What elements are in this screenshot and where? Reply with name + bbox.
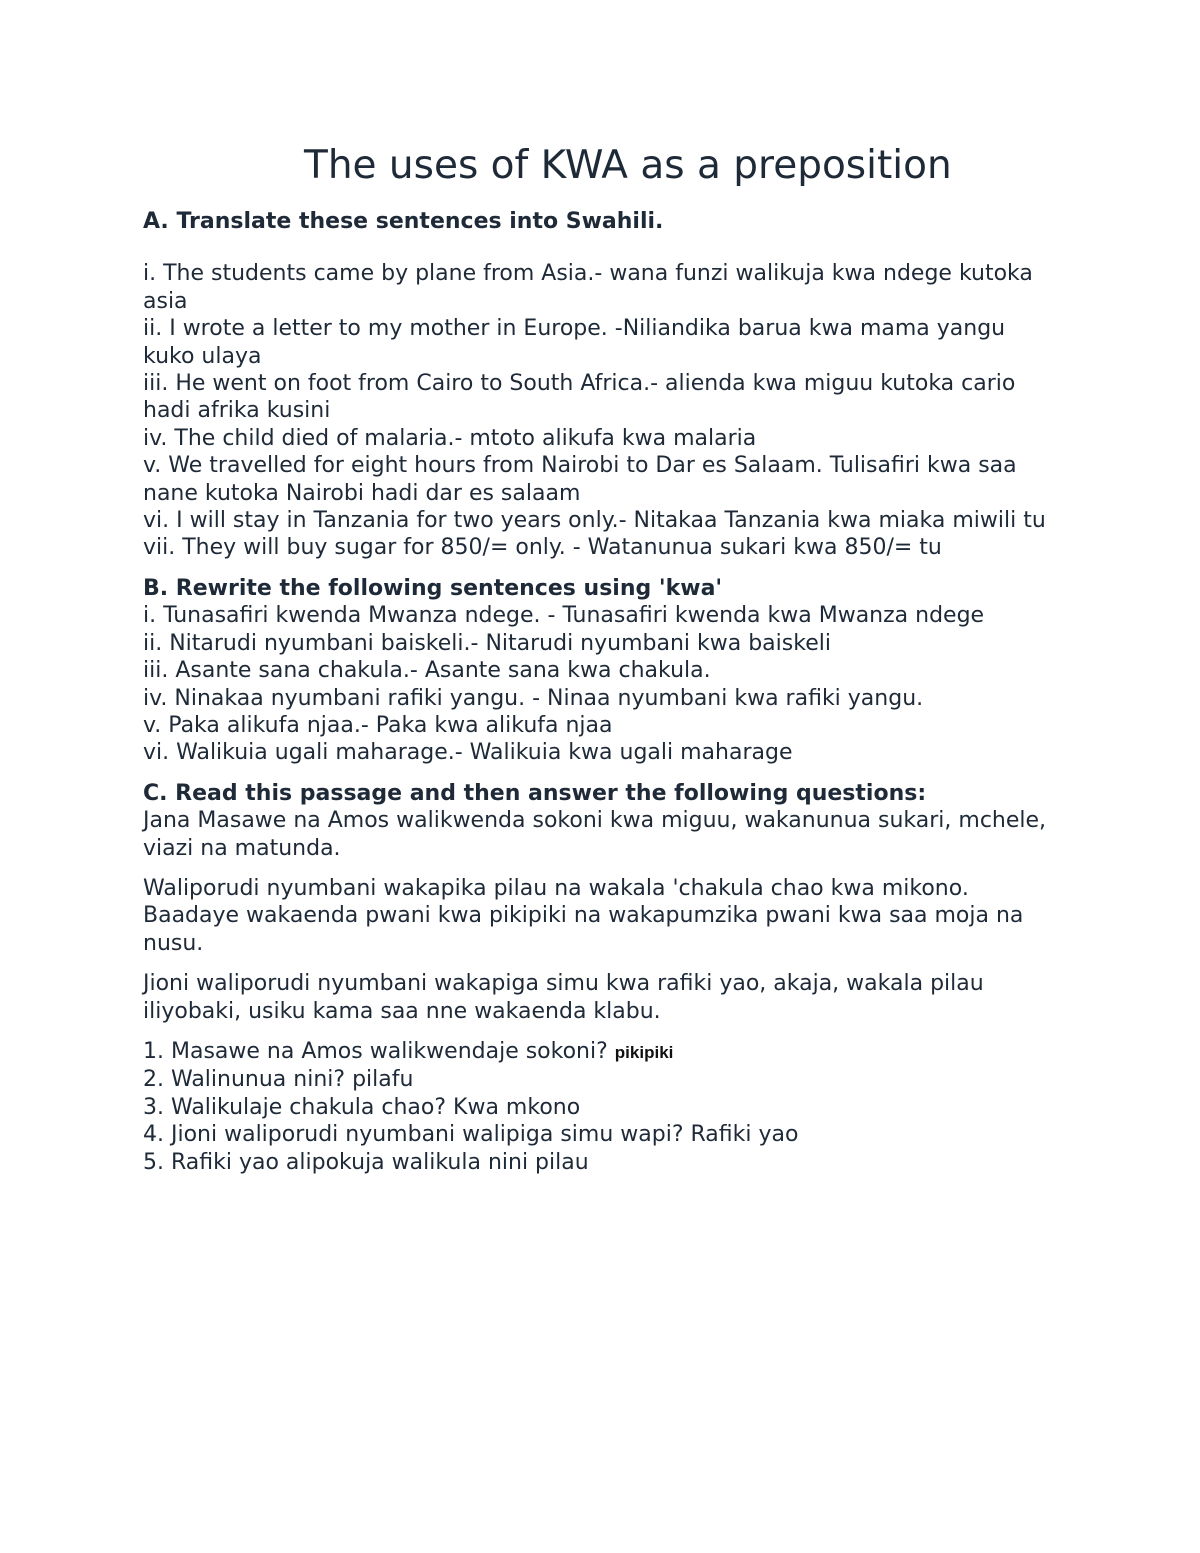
document-title: The uses of KWA as a preposition xyxy=(304,143,952,188)
section-b-heading: B. Rewrite the following sentences using 'kwa' xyxy=(143,575,723,601)
section-b-item: v. Paka alikufa njaa.- Paka kwa alikufa njaa xyxy=(143,712,613,738)
question-list xyxy=(143,1038,1063,1176)
section-b-item: ii. Nitarudi nyumbani baiskeli.- Nitarudi nyumbani kwa baiskeli xyxy=(143,630,831,656)
question-text: 1. Masawe na Amos walikwendaje sokoni? xyxy=(143,1038,615,1064)
passage-paragraph: Waliporudi nyumbani wakapika pilau na wakala 'chakula chao kwa mikono. Baadaye wakaenda pwani kwa pikipiki na wakapumzika pwani kwa saa moja na nusu. xyxy=(143,875,1024,956)
section-b-item: iii. Asante sana chakula.- Asante sana kwa chakula. xyxy=(143,658,711,684)
section-a-item: i. The students came by plane from Asia.- wana funzi walikuja kwa ndege kutoka asia xyxy=(143,261,1033,314)
passage-paragraph: Jana Masawe na Amos walikwenda sokoni kwa miguu, wakanunua sukari, mchele, viazi na matunda. xyxy=(143,808,1047,861)
document-body xyxy=(143,208,1063,1176)
section-a-list xyxy=(143,260,1063,561)
section-b-item: vi. Walikuia ugali maharage.- Walikuia kwa ugali maharage xyxy=(143,740,793,766)
question-item: 5. Rafiki yao alipokuja walikula nini pilau xyxy=(143,1149,589,1175)
section-a-item: iii. He went on foot from Cairo to South Africa.- alienda kwa miguu kutoka cario hadi afrika kusini xyxy=(143,371,1016,424)
question-item: 3. Walikulaje chakula chao? Kwa mkono xyxy=(143,1094,581,1120)
section-a-item: ii. I wrote a letter to my mother in Europe. -Niliandika barua kwa mama yangu kuko ulaya xyxy=(143,316,1006,369)
section-a-item: vii. They will buy sugar for 850/= only. - Watanunua sukari kwa 850/= tu xyxy=(143,535,942,561)
section-a-heading: A. Translate these sentences into Swahili. xyxy=(143,209,664,234)
section-b-item: iv. Ninakaa nyumbani rafiki yangu. - Ninaa nyumbani kwa rafiki yangu. xyxy=(143,685,924,711)
section-c-heading: C. Read this passage and then answer the following questions: xyxy=(143,780,927,806)
section-a-item: iv. The child died of malaria.- mtoto alikufa kwa malaria xyxy=(143,425,757,451)
section-a-item: v. We travelled for eight hours from Nairobi to Dar es Salaam. Tulisafiri kwa saa nane kutoka Nairobi hadi dar es salaam xyxy=(143,453,1017,506)
question-item xyxy=(143,1038,1063,1066)
passage-paragraph: Jioni waliporudi nyumbani wakapiga simu kwa rafiki yao, akaja, wakala pilau iliyobaki, usiku kama saa nne wakaenda klabu. xyxy=(143,971,984,1024)
section-b-list xyxy=(143,602,1063,766)
question-item: 2. Walinunua nini? pilafu xyxy=(143,1067,414,1093)
section-a-item: vi. I will stay in Tanzania for two years only.- Nitakaa Tanzania kwa miaka miwili tu xyxy=(143,508,1046,534)
question-answer: pikipiki xyxy=(614,1042,674,1062)
section-b-item: i. Tunasafiri kwenda Mwanza ndege. - Tunasafiri kwenda kwa Mwanza ndege xyxy=(143,603,985,629)
question-item: 4. Jioni waliporudi nyumbani walipiga simu wapi? Rafiki yao xyxy=(143,1122,799,1148)
